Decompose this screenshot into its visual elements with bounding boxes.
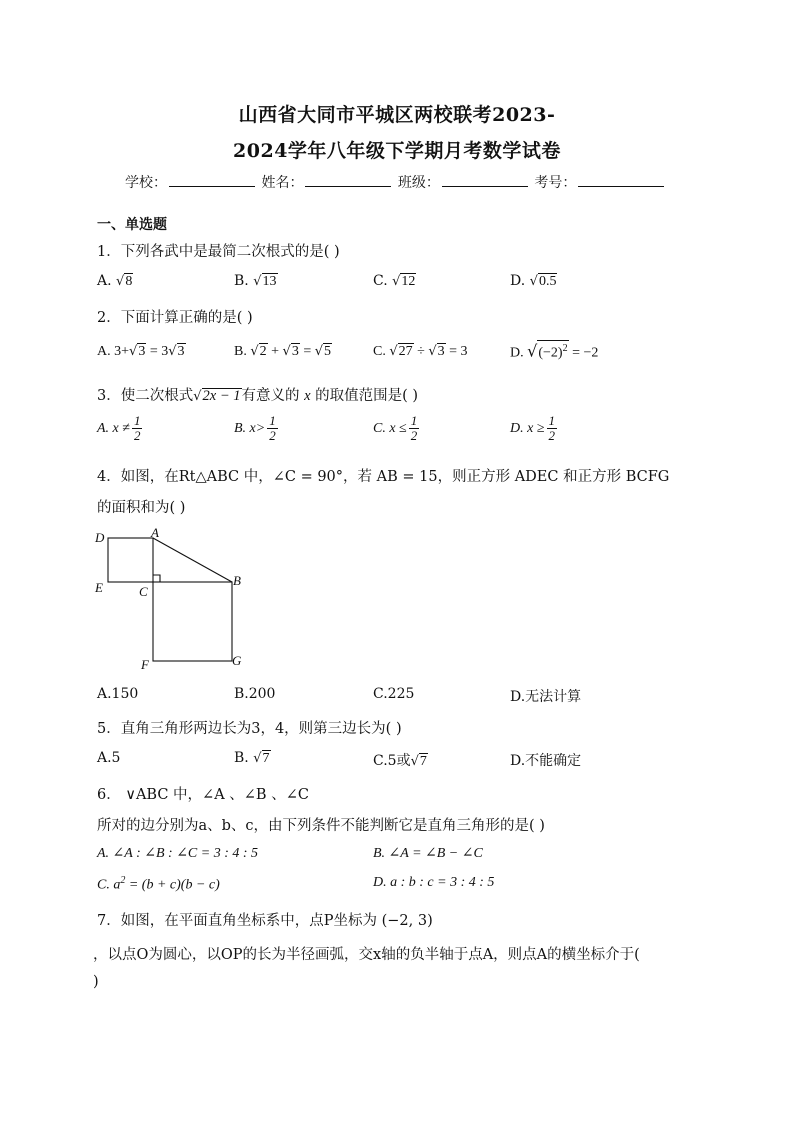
label-b: B [233, 573, 241, 588]
student-info-line [125, 172, 666, 192]
q4-stem-line-1: 4．如图，在Rt△ABC 中，∠C = 90°，若 AB = 15，则正方形 ADEC 和正方形 BCFG [97, 469, 670, 485]
q1-option-d[interactable]: D. √0.5 [510, 273, 557, 289]
q4-option-d[interactable]: D.无法计算 [510, 689, 582, 705]
q2-option-b[interactable]: B. √2 + √3 = √5 [234, 344, 332, 359]
q2-option-d[interactable]: D. $√(-2)^2 = -2$ [510, 341, 599, 361]
q3-option-c[interactable]: C. x ≤ $\frac{1}{2}$ [373, 413, 418, 444]
label-e: E [95, 580, 103, 595]
q4-option-c[interactable]: C.225 [373, 686, 415, 702]
label-a: A [151, 525, 159, 540]
school-blank[interactable] [169, 174, 255, 187]
q3-option-b[interactable]: B. x> $\frac{1}{2}$ [234, 413, 276, 444]
q3-option-d[interactable]: D. x ≥ $\frac{1}{2}$ [510, 413, 556, 444]
section-heading: 一、单选题 [97, 217, 167, 233]
school-label: 学校： [125, 175, 167, 191]
q5-option-c[interactable]: C.5或√7 [373, 753, 427, 769]
title-line-2: 2024学年八年级下学期月考数学试卷 [233, 140, 561, 162]
class-label: 班级： [397, 175, 440, 191]
q5-stem: 5．直角三角形两边长为3，4，则第三边长为( ) [97, 721, 402, 737]
name-blank[interactable] [305, 174, 391, 187]
right-angle-mark [153, 575, 160, 582]
q2-option-c[interactable]: C. √27 ÷ √3 = 3 [373, 344, 468, 359]
label-f: F [141, 657, 149, 672]
q1-option-b[interactable]: B. √13 [234, 273, 277, 289]
q3-stem: 3．使二次根式√2x − 1有意义的 x 的取值范围是( ) [97, 388, 419, 404]
q1-option-c[interactable]: C. √12 [373, 273, 416, 289]
q4-option-b[interactable]: B.200 [234, 686, 276, 702]
q7-stem-line-1: 7．如图，在平面直角坐标系中，点P坐标为 (−2, 3) [97, 913, 433, 929]
q4-option-a[interactable]: A.150 [97, 686, 139, 702]
q2-option-a[interactable]: A. 3+√3 = 3√3 [97, 344, 185, 359]
q6-stem-line-2: 所对的边分别为a、b、c，由下列条件不能判断它是直角三角形的是( ) [97, 818, 545, 834]
hypotenuse-ab [153, 538, 232, 582]
q6-option-c[interactable]: C. $a^2 = (b + c)(b - c)$ [97, 875, 220, 893]
q6-option-b[interactable]: B. ∠A = ∠B − ∠C [373, 846, 483, 861]
q6-option-a[interactable]: A. ∠A : ∠B : ∠C = 3 : 4 : 5 [97, 846, 259, 861]
q2-stem: 2．下面计算正确的是( ) [97, 310, 253, 326]
q4-stem-line-2: 的面积和为( ) [97, 500, 186, 516]
q5-option-d[interactable]: D.不能确定 [510, 753, 582, 769]
q7-stem-line-3: ) [93, 974, 99, 990]
q5-option-a[interactable]: A.5 [97, 750, 121, 766]
q1-option-a[interactable]: A. √8 [97, 273, 133, 289]
q3-option-a[interactable]: A. x ≠ $\frac{1}{2}$ [97, 413, 141, 444]
q6-stem-line-1: 6． ∨ABC 中，∠A 、∠B 、∠C [97, 787, 309, 803]
title-line-1: 山西省大同市平城区两校联考2023- [238, 104, 556, 126]
label-g: G [232, 653, 242, 668]
q4-figure [90, 525, 260, 675]
q1-stem: 1．下列各武中是最简二次根式的是( ) [97, 244, 340, 260]
square-bcfg [153, 582, 232, 661]
q7-stem-line-2: ，以点O为圆心，以OP的长为半径画弧，交x轴的负半轴于点A，则点A的横坐标介于( [93, 947, 640, 963]
class-blank[interactable] [442, 174, 528, 187]
label-d: D [95, 530, 105, 545]
square-adec [108, 538, 153, 582]
q5-option-b[interactable]: B. √7 [234, 750, 270, 766]
number-blank[interactable] [578, 174, 664, 187]
number-label: 考号： [534, 175, 577, 191]
label-c: C [139, 584, 148, 599]
q6-option-d[interactable]: D. a : b : c = 3 : 4 : 5 [373, 875, 495, 890]
name-label: 姓名： [261, 175, 304, 191]
